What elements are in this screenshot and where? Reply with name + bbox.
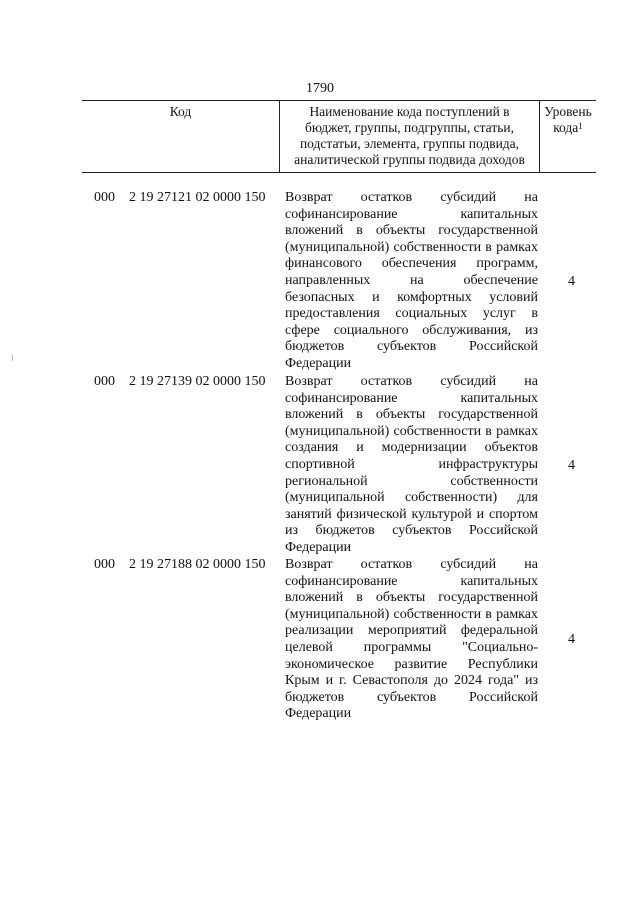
header-code: Код (169, 104, 192, 119)
header-level (540, 101, 596, 172)
income-code: 2 19 27121 02 0000 150 (129, 190, 266, 205)
income-code: 2 19 27188 02 0000 150 (129, 557, 266, 572)
header-level-word: кода (553, 120, 579, 135)
header-name-line: бюджет, группы, подгруппы, статьи, (305, 120, 514, 135)
income-description: Возврат остатков субсидий на софинансирование капитальных вложений в объекты государственной (муниципальной) собственности в рамках финансового обеспечения программ, направленных на обеспечение безопасных и комфортных условий предоставления социальных услуг в сфере социального обслуживания, из бюджетов субъектов Российской Федерации (285, 190, 538, 371)
header-name-line: подстатьи, элемента, группы подвида, (299, 136, 520, 151)
income-code: 2 19 27139 02 0000 150 (129, 374, 266, 389)
admin-code: 000 (94, 557, 115, 572)
header-level-line: Уровень (544, 104, 592, 119)
admin-code: 000 (94, 374, 115, 389)
footnote-marker: 1 (578, 121, 583, 131)
header-level-line (540, 120, 596, 136)
header-name-line: аналитической группы подвида доходов (294, 152, 525, 167)
code-level: 4 (568, 458, 575, 473)
code-level: 4 (568, 274, 575, 289)
income-description: Возврат остатков субсидий на софинансирование капитальных вложений в объекты государственной (муниципальной) собственности в рамках создания и модернизации объектов спортивной инфраструктуры региональной собственности (муниципальной собственности) для занятий физической культурой и спортом из бюджетов субъектов Российской Федерации (285, 374, 538, 555)
header-name-line: Наименование кода поступлений в (309, 104, 510, 119)
margin-mark (12, 355, 13, 361)
income-description: Возврат остатков субсидий на софинансирование капитальных вложений в объекты государственной (муниципальной) собственности в рамках реализации мероприятий федеральной целевой программы "Социально-экономическое развитие Республики Крым и г. Севастополя до 2024 года" из бюджетов субъектов Российской Федерации (285, 557, 538, 722)
admin-code: 000 (94, 190, 115, 205)
code-level: 4 (568, 632, 575, 647)
page-number: 1790 (306, 81, 334, 96)
header-name (279, 101, 540, 172)
table-header (82, 100, 596, 173)
